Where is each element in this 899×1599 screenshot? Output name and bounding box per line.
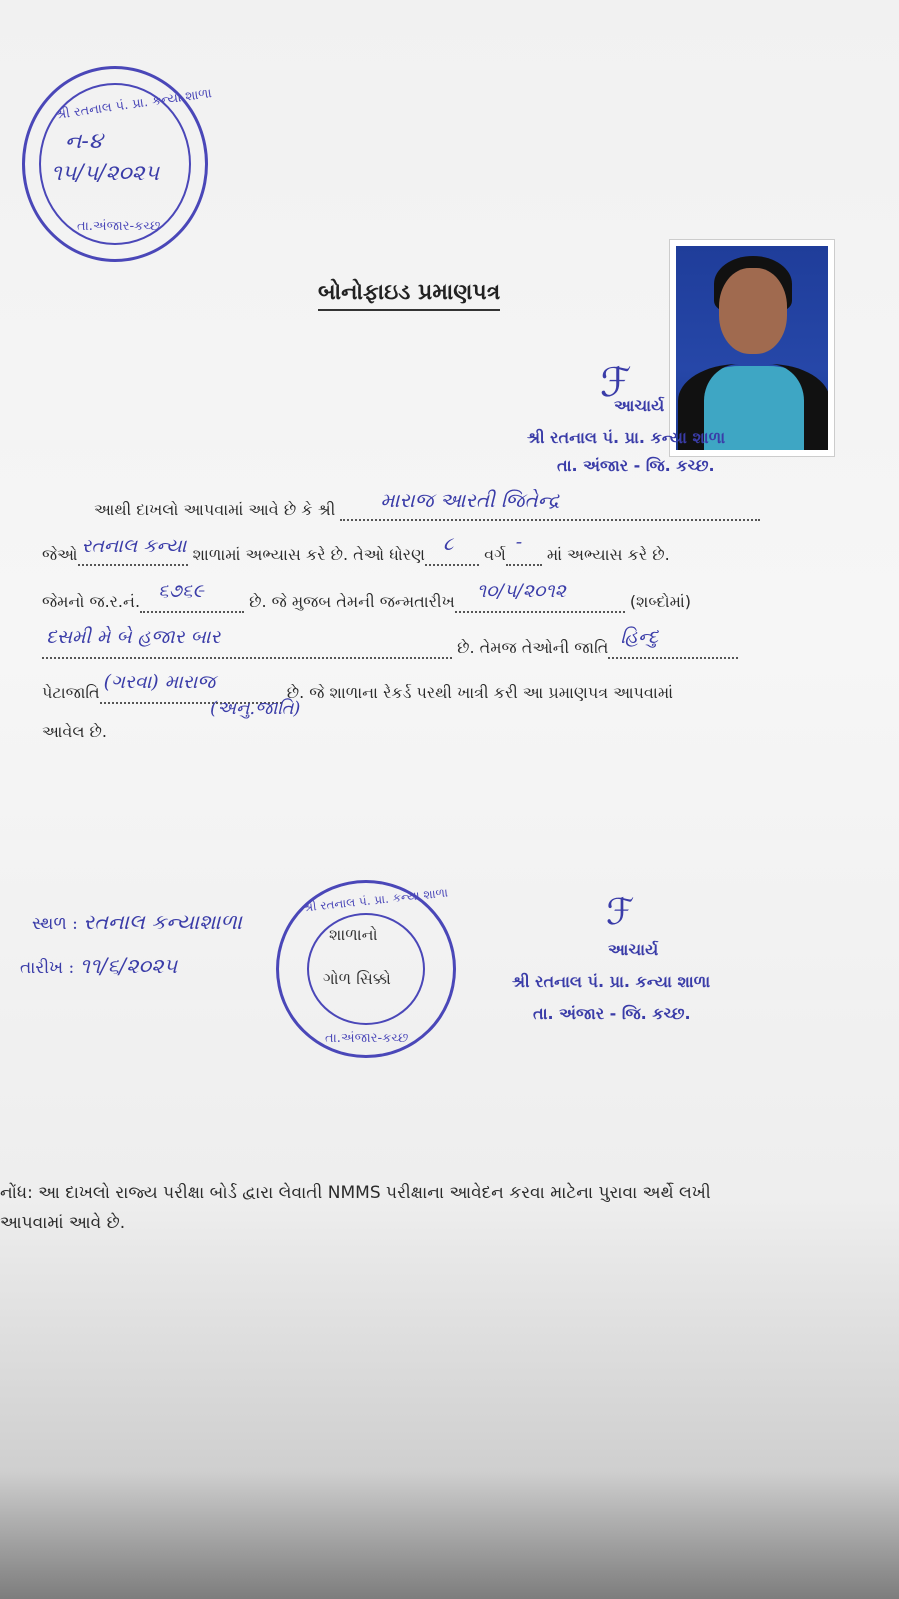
body-line-2: જેઓ રતનાલ કન્યા શાળામાં અભ્યાસ કરે છે. તેઓ ધોરણ ૮ વર્ગ - માં અભ્યાસ કરે છે. [42, 531, 670, 564]
varg-value: - [515, 531, 523, 553]
round-seal-ring-text: શ્રી રતનાલ પં. પ્રા. કન્યા શાળા [302, 885, 449, 915]
top-signature-role: આચાર્ય [614, 396, 665, 415]
footer-note-line1: નોંધ: આ દાખલો રાજ્ય પરીક્ષા બોર્ડ દ્વારા લેવાતી NMMS પરીક્ષાના આવેદન કરવા માટેના પુરાવા અર્થે લખી [0, 1183, 711, 1203]
round-seal-line2: ગોળ સિક્કો [323, 969, 391, 988]
dob-in-words: દસમી મે બે હજાર બાર [46, 626, 221, 648]
certificate-title: બોનોફાઇડ પ્રમાણપત્ર [318, 280, 500, 311]
std-value: ૮ [443, 533, 454, 555]
bottom-signature-scribble: ℱ [606, 892, 635, 933]
body-line-4: દસમી મે બે હજાર બાર છે. તેમજ તેઓની જાતિ હિન્દુ [42, 638, 738, 659]
top-stamp-date: ૧૫/૫/૨૦૨૫ [51, 161, 160, 186]
place-row [32, 910, 242, 935]
place-value: રતનાલ કન્યાશાળા [83, 910, 242, 934]
top-signature-scribble: ℱ [600, 360, 632, 406]
top-signature-place: તા. અંજાર - જિ. કચ્છ. [557, 456, 715, 475]
date-value: ૧૧/૬/૨૦૨૫ [79, 954, 178, 978]
subcaste-value: (ગરવા) મારાજ [103, 671, 216, 693]
school-name: રતનાલ કન્યા [81, 535, 187, 557]
bottom-signature-school: શ્રી રતનાલ પં. પ્રા. કન્યા શાળા [512, 972, 711, 991]
subcaste-note: (અનુ.જાતિ) [210, 698, 301, 719]
round-seal [276, 880, 456, 1058]
bottom-signature-role: આચાર્ય [608, 940, 659, 959]
footer-note-line2: આપવામાં આવે છે. [0, 1213, 126, 1233]
caste-value: હિન્દુ [620, 626, 659, 648]
gr-number: ૬૭૬૯ [158, 580, 204, 602]
place-label: સ્થળ : [32, 914, 78, 934]
student-name: મારાજ આરતી જિતેન્દ્ર [380, 488, 560, 512]
body-line-6: આવેલ છે. [42, 722, 107, 741]
footer-note [0, 1178, 890, 1238]
body-line-3: જેમનો જ.ર.નં. ૬૭૬૯ છે. જે મુજબ તેમની જન્મતારીખ ૧૦/૫/૨૦૧૨ (શબ્દોમાં) [42, 580, 692, 611]
top-stamp-number: ન-૪ [65, 129, 103, 154]
date-row [20, 954, 177, 979]
date-label: તારીખ : [20, 958, 75, 978]
top-stamp-ring-text: શ્રી રતનાલ પં. પ્રા. કન્યા શાળા [54, 86, 213, 123]
body-line-5: પેટાજાતિ (ગરવા) મારાજ છે. જે શાળાના રેકર્ડ પરથી ખાત્રી કરી આ પ્રમાણપત્ર આપવામાં [42, 671, 674, 702]
round-seal-line1: શાળાનો [329, 925, 378, 944]
top-signature-school: શ્રી રતનાલ પં. પ્રા. કન્યા શાળા [527, 428, 726, 447]
bottom-signature-place: તા. અંજાર - જિ. કચ્છ. [533, 1004, 691, 1023]
dob-value: ૧૦/૫/૨૦૧૨ [476, 580, 566, 602]
top-stamp [22, 66, 213, 262]
round-seal-bottom-text: તા.અંજાર-કચ્છ [325, 1031, 409, 1046]
body-line-1: આથી દાખલો આપવામાં આવે છે કે શ્રી મારાજ આરતી જિતેન્દ્ર [94, 500, 760, 521]
student-photo [669, 239, 835, 457]
top-stamp-bottom-text: તા.અંજાર-કચ્છ [77, 219, 161, 234]
